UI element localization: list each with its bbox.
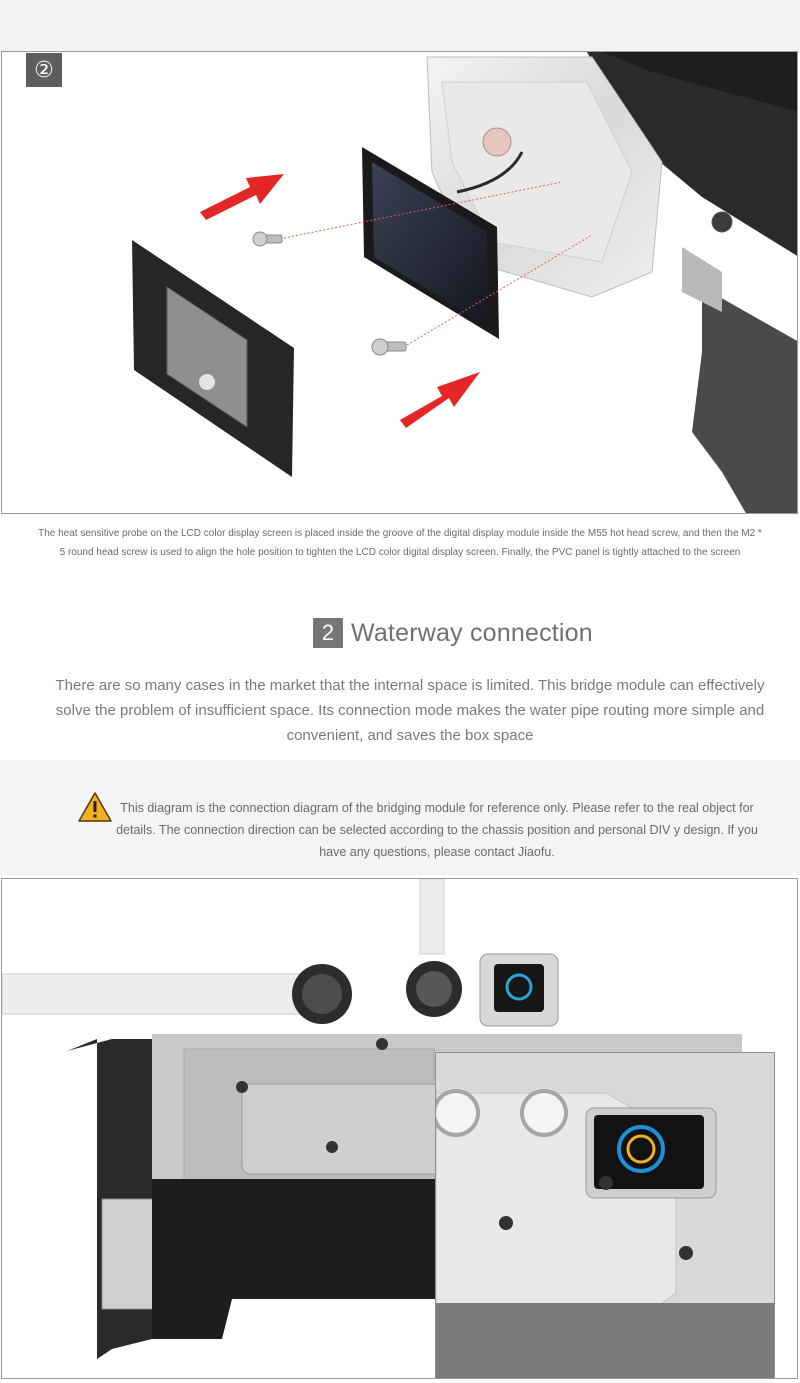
outlet-port: [522, 1091, 566, 1135]
lcd-assembly-drawing: [2, 52, 798, 514]
section-heading: [313, 617, 593, 649]
red-arrow-icon: [400, 372, 480, 428]
red-arrow-icon: [200, 174, 284, 220]
section-number: 2: [313, 618, 343, 648]
screw-upper: [253, 232, 282, 246]
section-title: Waterway connection: [351, 618, 593, 647]
section-description: There are so many cases in the market that the internal space is limited. This bridge module can effectively solve the problem of insufficient space. Its connection mode makes the water pipe routing more simple and convenient, and saves the box space: [55, 677, 765, 744]
closeup-drawing: [436, 1053, 774, 1379]
step-badge: ②: [26, 53, 62, 87]
thermal-probe: [483, 128, 511, 156]
brand-logo-mark: [199, 374, 215, 390]
lcd-assembly-illustration: [1, 51, 798, 514]
top-band: [0, 0, 800, 52]
horizontal-tube: [2, 974, 332, 1014]
fitting: [406, 961, 462, 1017]
rivet: [236, 1081, 248, 1093]
gpu-bracket: [692, 287, 798, 514]
screw-head: [712, 212, 732, 232]
vertical-tube: [420, 879, 444, 954]
inlet-port: [436, 1091, 478, 1135]
warning-icon: [78, 792, 112, 822]
notice-text: This diagram is the connection diagram of the bridging module for reference only. Please refer to the real object for details. The connection direction can be selected according to the chassis position and personal DIV y design. If you have any questions, please contact Jiaofu.: [116, 801, 758, 859]
connection-diagram: [1, 878, 798, 1379]
closeup-inset: [435, 1052, 775, 1379]
screw-lower: [372, 339, 406, 355]
illustration-caption: The heat sensitive probe on the LCD color display screen is placed inside the groove of the digital display module inside the M55 hot head screw, and then the M2 * 5 round head screw is used to align the hole position to tighten the LCD color digital display screen. Finally, the PVC panel is tightly attached to the screen: [38, 528, 762, 558]
fitting: [292, 964, 352, 1024]
